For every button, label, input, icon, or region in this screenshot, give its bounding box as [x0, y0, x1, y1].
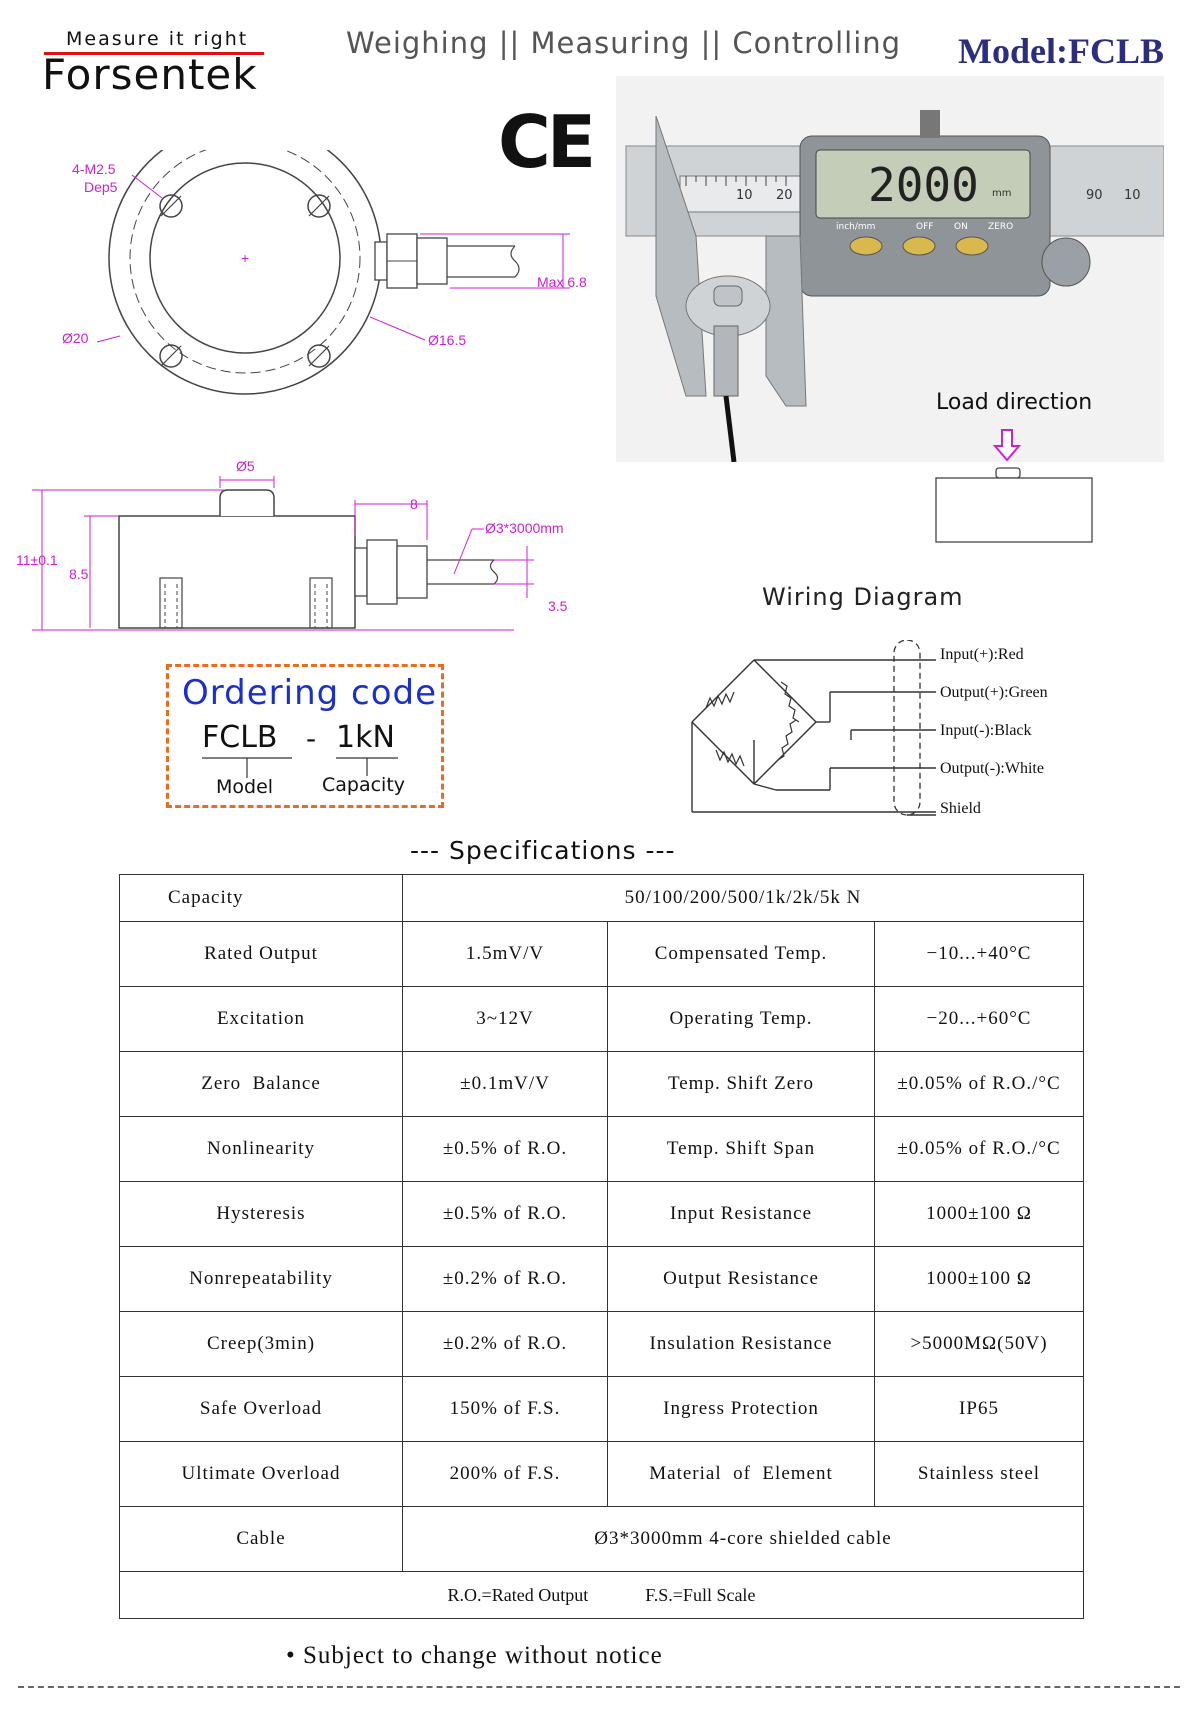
ordering-dash: - [306, 722, 317, 755]
spec-cable-label: Cable [120, 1507, 403, 1572]
depth-label: Dep5 [84, 179, 118, 195]
spec-cell: 1000±100 Ω [875, 1182, 1084, 1247]
note-ro: R.O.=Rated Output [447, 1584, 589, 1605]
spec-cell: Temp. Shift Span [608, 1117, 875, 1182]
spec-notes [120, 1572, 1084, 1619]
wiring-diagram [686, 640, 946, 830]
model-title: Model:FCLB [958, 31, 1164, 71]
spec-cell: Output Resistance [608, 1247, 875, 1312]
spec-cell: Nonlinearity [120, 1117, 403, 1182]
spec-cell: Ingress Protection [608, 1377, 875, 1442]
table-row [120, 1377, 1084, 1442]
top-view-drawing [60, 150, 620, 410]
table-row [120, 987, 1084, 1052]
spec-cell: Ultimate Overload [120, 1442, 403, 1507]
spec-cell: −20...+60°C [875, 987, 1084, 1052]
scale-20: 20 [776, 188, 793, 203]
spec-cell: Temp. Shift Zero [608, 1052, 875, 1117]
table-row [120, 1572, 1084, 1619]
spec-cell: 1000±100 Ω [875, 1247, 1084, 1312]
spec-cell: ±0.2% of R.O. [403, 1312, 608, 1377]
caliper-zero-label: ZERO [988, 222, 1014, 232]
body-height-label: 8.5 [69, 566, 89, 582]
specifications-table [119, 874, 1084, 1619]
inner-dia-label: Ø16.5 [428, 332, 467, 348]
spec-cell: ±0.1mV/V [403, 1052, 608, 1117]
ordering-title: Ordering code [182, 673, 438, 713]
spec-cell: Rated Output [120, 922, 403, 987]
brand-logo: Forsentek [42, 50, 258, 99]
table-row [120, 875, 1084, 922]
spec-cell: Creep(3min) [120, 1312, 403, 1377]
caliper-inch-label: inch/mm [836, 222, 876, 232]
wire-label-output-pos: Output(+):Green [940, 684, 1048, 701]
spec-cell: ±0.5% of R.O. [403, 1182, 608, 1247]
spec-cell: Material of Element [608, 1442, 875, 1507]
spec-cell: ±0.05% of R.O./°C [875, 1117, 1084, 1182]
spec-cell: 1.5mV/V [403, 922, 608, 987]
spec-cell: 3~12V [403, 987, 608, 1052]
spec-cell: >5000MΩ(50V) [875, 1312, 1084, 1377]
spec-cell: 150% of F.S. [403, 1377, 608, 1442]
scale-10: 10 [736, 188, 753, 203]
table-row [120, 1052, 1084, 1117]
max-width-label: Max 6.8 [537, 274, 587, 290]
caliper-unit: mm [992, 188, 1012, 199]
wire-label-shield: Shield [940, 800, 981, 817]
button-dia-label: Ø5 [236, 458, 255, 474]
caliper-off-label: OFF [916, 222, 934, 232]
spec-cell: Hysteresis [120, 1182, 403, 1247]
wire-label-input-neg: Input(-):Black [940, 722, 1032, 739]
ordering-model-value: FCLB [202, 720, 278, 755]
svg-text:+: + [241, 250, 250, 266]
spec-cell: Insulation Resistance [608, 1312, 875, 1377]
spec-cell: ±0.5% of R.O. [403, 1117, 608, 1182]
slogan: Weighing || Measuring || Controlling [346, 26, 902, 60]
table-row [120, 1507, 1084, 1572]
ordering-model-label: Model [216, 776, 274, 798]
table-row [120, 922, 1084, 987]
length-label: 8 [410, 496, 418, 512]
outer-dia-label: Ø20 [62, 330, 89, 346]
spec-capacity-value: 50/100/200/500/1k/2k/5k N [403, 875, 1084, 922]
total-height-label: 11±0.1 [16, 552, 58, 568]
table-row [120, 1247, 1084, 1312]
brand-tagline: Measure it right [66, 28, 249, 50]
wire-label-input-pos: Input(+):Red [940, 646, 1024, 663]
scale-90: 90 [1086, 188, 1103, 203]
scale-100: 10 [1124, 188, 1141, 203]
cable-offset-label: 3.5 [548, 598, 568, 614]
spec-cell: Operating Temp. [608, 987, 875, 1052]
cable-dim-label: Ø3*3000mm [485, 520, 564, 536]
spec-cell: ±0.2% of R.O. [403, 1247, 608, 1312]
spec-cell: Input Resistance [608, 1182, 875, 1247]
spec-cell: Safe Overload [120, 1377, 403, 1442]
load-direction-label: Load direction [936, 390, 1093, 415]
spec-cell: Compensated Temp. [608, 922, 875, 987]
spec-cell: Nonrepeatability [120, 1247, 403, 1312]
ordering-capacity-label: Capacity [322, 774, 406, 796]
spec-capacity-label: Capacity [120, 875, 403, 922]
caliper-on-label: ON [954, 222, 968, 232]
change-notice: • Subject to change without notice [286, 1642, 663, 1669]
spec-cell: Excitation [120, 987, 403, 1052]
table-row [120, 1182, 1084, 1247]
table-row [120, 1442, 1084, 1507]
spec-cell: −10...+40°C [875, 922, 1084, 987]
spec-cell: Zero Balance [120, 1052, 403, 1117]
holes-label: 4-M2.5 [72, 161, 116, 177]
spec-cell: IP65 [875, 1377, 1084, 1442]
wiring-title: Wiring Diagram [762, 583, 964, 611]
bottom-divider [18, 1686, 1180, 1688]
wire-label-output-neg: Output(-):White [940, 760, 1044, 777]
table-row [120, 1117, 1084, 1182]
note-fs: F.S.=Full Scale [645, 1584, 756, 1605]
ce-mark: CE [498, 100, 593, 184]
specifications-title: --- Specifications --- [410, 836, 676, 865]
caliper-reading: 2000 [868, 158, 979, 212]
arrow-down-icon [995, 430, 1019, 460]
spec-cell: 200% of F.S. [403, 1442, 608, 1507]
spec-cell: Stainless steel [875, 1442, 1084, 1507]
ordering-capacity-value: 1kN [336, 720, 395, 755]
side-view-drawing [14, 456, 574, 656]
table-row [120, 1312, 1084, 1377]
spec-cable-value: Ø3*3000mm 4-core shielded cable [403, 1507, 1084, 1572]
spec-cell: ±0.05% of R.O./°C [875, 1052, 1084, 1117]
load-direction-diagram [928, 426, 1098, 546]
